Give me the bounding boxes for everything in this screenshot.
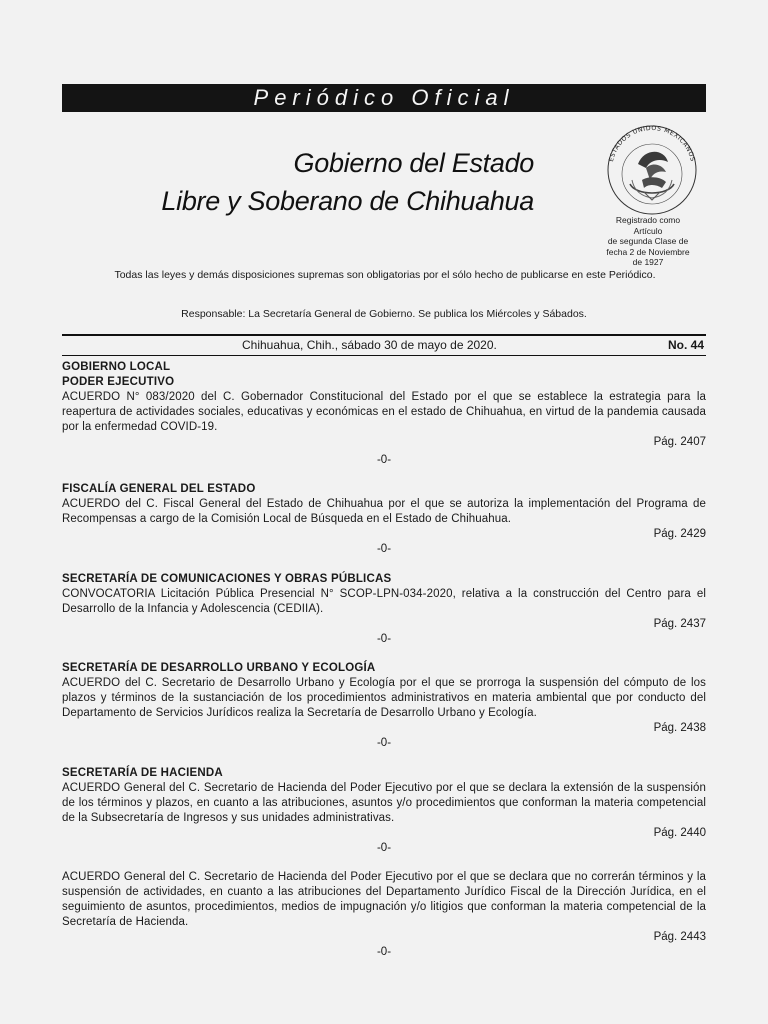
responsible-note: Responsable: La Secretaría General de Gobierno. Se publica los Miércoles y Sábados.: [181, 308, 587, 320]
entry-text: ACUERDO N° 083/2020 del C. Gobernador Constitucional del Estado por el que se establece la estrategia para la reapertura de actividades sociales, educativas y económicas en el estado de Chihuahua, en virtud de la pandemia causada por la enfermedad COVID-19.: [62, 391, 706, 433]
entry-separator: -0-: [376, 946, 392, 958]
table-of-contents: [62, 360, 706, 960]
page-reference: Pág. 2440: [653, 827, 706, 839]
section-heading: SECRETARÍA DE DESARROLLO URBANO Y ECOLOGÍA: [62, 662, 376, 674]
national-seal-icon: [600, 118, 704, 216]
issue-date: Chihuahua, Chih., sábado 30 de mayo de 2020.: [242, 338, 497, 352]
section-fiscalia: [62, 482, 706, 557]
entry-separator: -0-: [376, 842, 392, 854]
page-reference: Pág. 2407: [653, 436, 706, 448]
section-comunicaciones: [62, 572, 706, 647]
section-heading: GOBIERNO LOCAL: [62, 361, 171, 373]
legal-notice: Todas las leyes y demás disposiciones supremas son obligatorias por el sólo hecho de publicarse en este Periódico.: [114, 269, 656, 281]
section-heading: FISCALÍA GENERAL DEL ESTADO: [62, 483, 256, 495]
page-reference: Pág. 2437: [653, 618, 706, 630]
entry-separator: -0-: [376, 737, 392, 749]
page-reference: Pág. 2443: [653, 931, 706, 943]
section-heading: SECRETARÍA DE COMUNICACIONES Y OBRAS PÚBLICAS: [62, 573, 392, 585]
issue-number: No. 44: [667, 338, 704, 352]
top-divider: [62, 334, 706, 336]
section-desarrollo-urbano: [62, 661, 706, 751]
title-line-2: Libre y Soberano de Chihuahua: [161, 186, 534, 216]
entry-separator: -0-: [376, 633, 392, 645]
section-hacienda-2: [62, 870, 706, 960]
entry-text: ACUERDO General del C. Secretario de Hacienda del Poder Ejecutivo por el que se declara que no correrán términos y la suspensión de actividades, en cuanto a las atribuciones del Departamento Jurídico Fiscal de la Dirección Jurídica, en el seguimiento de asuntos, procedimientos, medios de impugnación y/o litigios que conforman la materia competencial de la Secretaría de Hacienda.: [62, 871, 706, 928]
title-line-1: Gobierno del Estado: [293, 148, 534, 178]
entry-text: ACUERDO General del C. Secretario de Hacienda del Poder Ejecutivo por el que se declara la extensión de la suspensión de los términos y plazos, en cuanto a las atribuciones, asuntos y/o procedimientos que conforman la materia competencial de la Subsecretaría de Ingresos y sus unidades administrativas.: [62, 782, 706, 824]
section-hacienda: [62, 766, 706, 856]
entry-text: ACUERDO del C. Secretario de Desarrollo Urbano y Ecología por el que se prorroga la suspensión del cómputo de los plazos y términos de la sustanciación de los procedimientos administrativos en materia ambiental que por conducto del Departamento de Servicios Jurídicos realiza la Secretaría de Desarrollo Urbano y Ecología.: [62, 677, 706, 719]
entry-text: ACUERDO del C. Fiscal General del Estado de Chihuahua por el que se autoriza la implementación del Programa de Recompensas a cargo de la Comisión Local de Búsqueda en el Estado de Chihuahua.: [62, 498, 706, 525]
entry-separator: -0-: [376, 454, 392, 466]
page-reference: Pág. 2429: [653, 528, 706, 540]
bottom-divider: [62, 355, 706, 356]
entry-separator: -0-: [376, 543, 392, 555]
section-gobierno-local: [62, 360, 706, 468]
section-subheading: PODER EJECUTIVO: [62, 376, 175, 388]
section-heading: SECRETARÍA DE HACIENDA: [62, 767, 223, 779]
periodico-oficial-banner: Periódico Oficial: [62, 84, 706, 112]
page-title: [161, 144, 534, 220]
registration-note: Registrado como Artículo de segunda Clase de fecha 2 de Noviembre de 1927: [606, 215, 690, 267]
seal-text: ESTADOS UNIDOS MEXICANOS: [607, 124, 697, 163]
entry-text: CONVOCATORIA Licitación Pública Presencial N° SCOP-LPN-034-2020, relativa a la construcción del Centro para el Desarrollo de la Infancia y Adolescencia (CEDIIA).: [62, 588, 706, 615]
page-reference: Pág. 2438: [653, 722, 706, 734]
